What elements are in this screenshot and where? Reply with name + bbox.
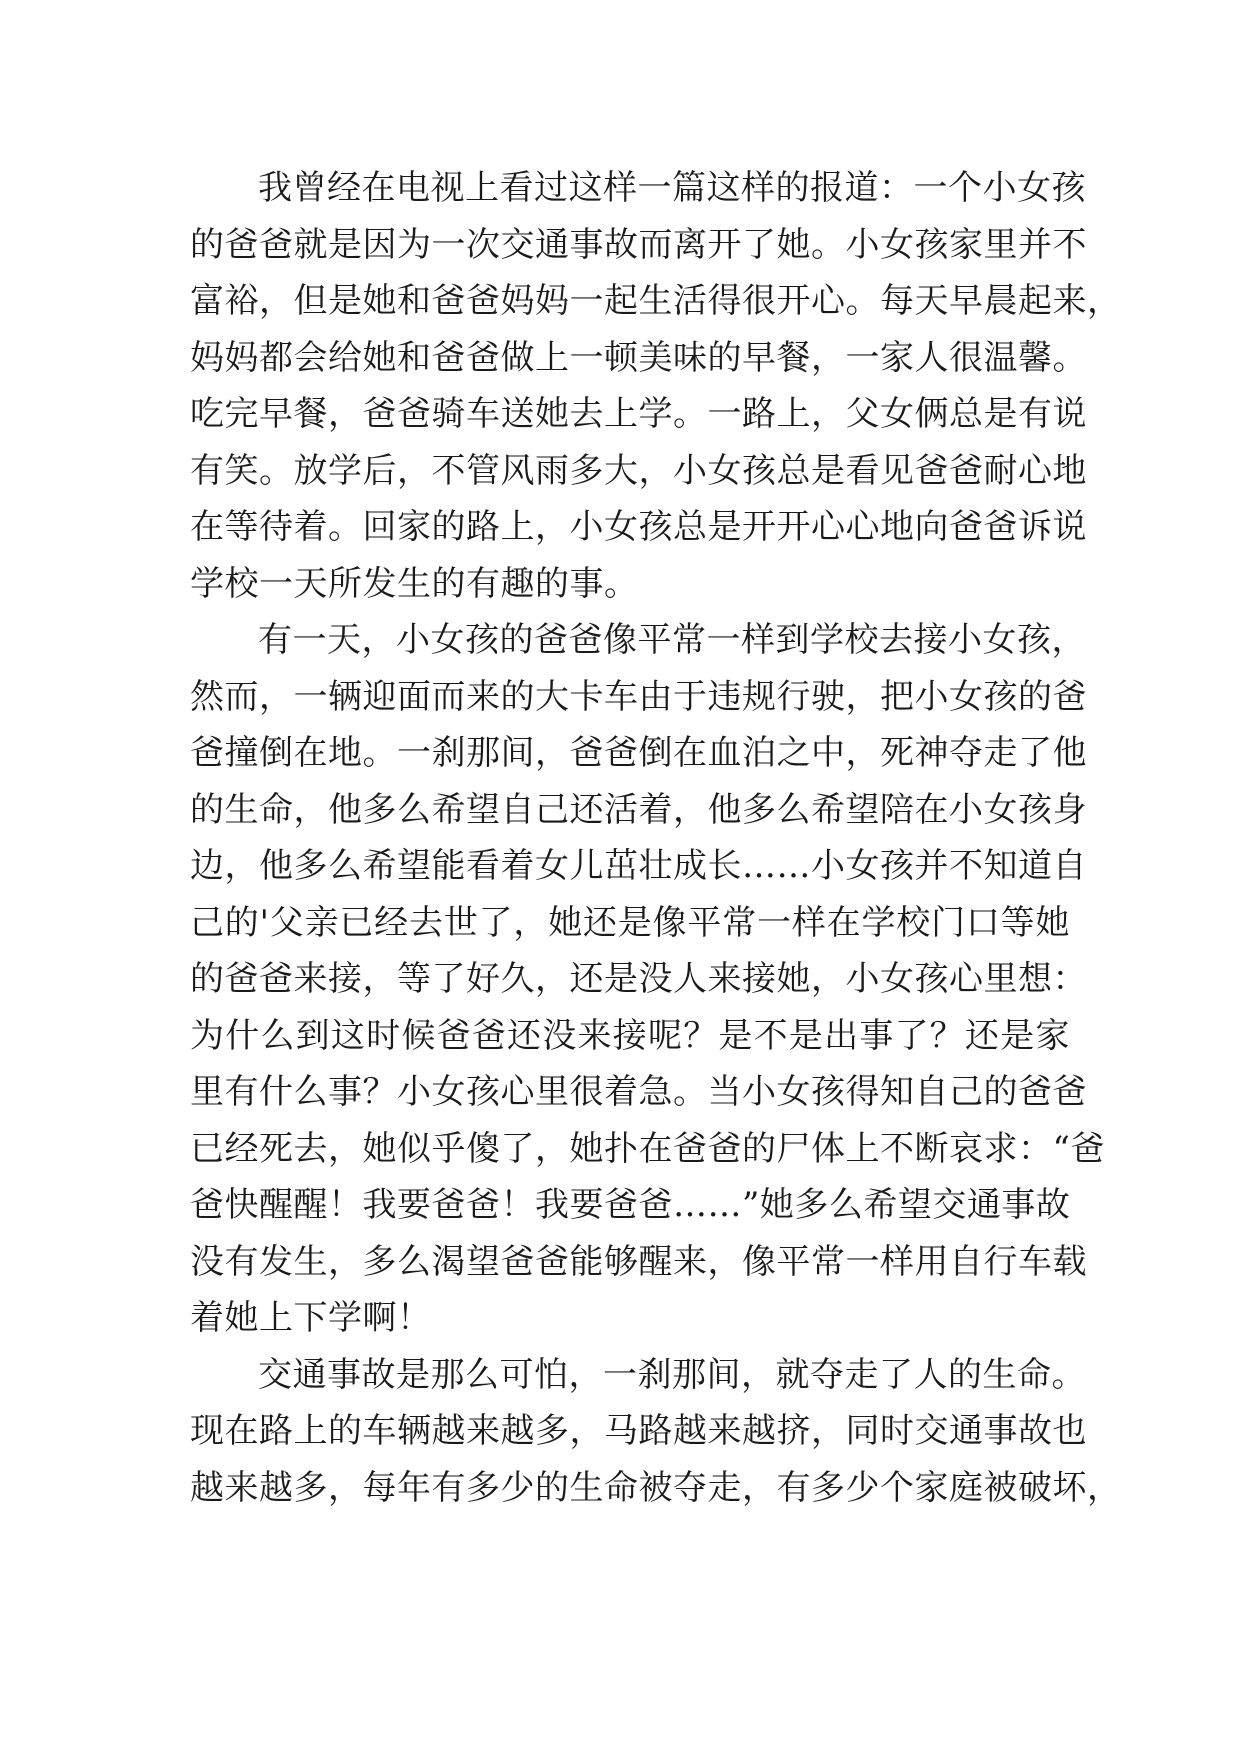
text-line: 的爸爸来接，等了好久，还是没人来接她，小女孩心里想： xyxy=(190,959,1087,999)
text-line: 爸快醒醒！我要爸爸！我要爸爸……”她多么希望交通事故 xyxy=(190,1185,1071,1225)
text-line: 现在路上的车辆越来越多，马路越来越挤，同时交通事故也 xyxy=(190,1411,1087,1451)
text-line: 有一天，小女孩的爸爸像平常一样到学校去接小女孩， xyxy=(258,620,1086,660)
paragraph-1 xyxy=(190,160,1122,612)
article-body xyxy=(190,160,1122,1516)
text-line: 吃完早餐，爸爸骑车送她去上学。一路上，父女俩总是有说 xyxy=(190,394,1087,434)
text-line: 为什么到这时候爸爸还没来接呢？是不是出事了？还是家 xyxy=(190,1015,1070,1056)
text-line: 着她上下学啊！ xyxy=(190,1298,432,1338)
text-line: 越来越多，每年有多少的生命被夺走，有多少个家庭被破坏， xyxy=(190,1467,1122,1508)
text-line: 妈妈都会给她和爸爸做上一顿美味的早餐，一家人很温馨。 xyxy=(190,337,1087,378)
text-line: 富裕，但是她和爸爸妈妈一起生活得很开心。每天早晨起来， xyxy=(190,281,1122,321)
text-line: 爸撞倒在地。一刹那间，爸爸倒在血泊之中，死神夺走了他 xyxy=(190,733,1087,773)
text-line: 己的'父亲已经去世了，她还是像平常一样在学校门口等她 xyxy=(190,902,1070,943)
text-line: 边，他多么希望能看着女儿茁壮成长……小女孩并不知道自 xyxy=(190,846,1087,886)
text-line: 有笑。放学后，不管风雨多大，小女孩总是看见爸爸耐心地 xyxy=(190,450,1087,491)
text-line: 在等待着。回家的路上，小女孩总是开开心心地向爸爸诉说 xyxy=(190,507,1087,547)
text-line: 我曾经在电视上看过这样一篇这样的报道：一个小女孩 xyxy=(258,168,1086,208)
text-line: 里有什么事？小女孩心里很着急。当小女孩得知自己的爸爸 xyxy=(190,1072,1087,1112)
paragraph-2 xyxy=(190,612,1105,1347)
text-line: 没有发生，多么渴望爸爸能够醒来，像平常一样用自行车载 xyxy=(190,1241,1087,1282)
text-line: 交通事故是那么可怕，一刹那间，就夺走了人的生命。 xyxy=(258,1354,1086,1395)
paragraph-3 xyxy=(190,1347,1122,1517)
text-line: 的生命，他多么希望自己还活着，他多么希望陪在小女孩身 xyxy=(190,789,1087,830)
text-line: 的爸爸就是因为一次交通事故而离开了她。小女孩家里并不 xyxy=(190,224,1087,265)
text-line: 学校一天所发生的有趣的事。 xyxy=(190,563,639,604)
text-line: 已经死去，她似乎傻了，她扑在爸爸的尸体上不断哀求：“爸 xyxy=(190,1128,1105,1169)
text-line: 然而，一辆迎面而来的大卡车由于违规行驶，把小女孩的爸 xyxy=(190,676,1087,717)
